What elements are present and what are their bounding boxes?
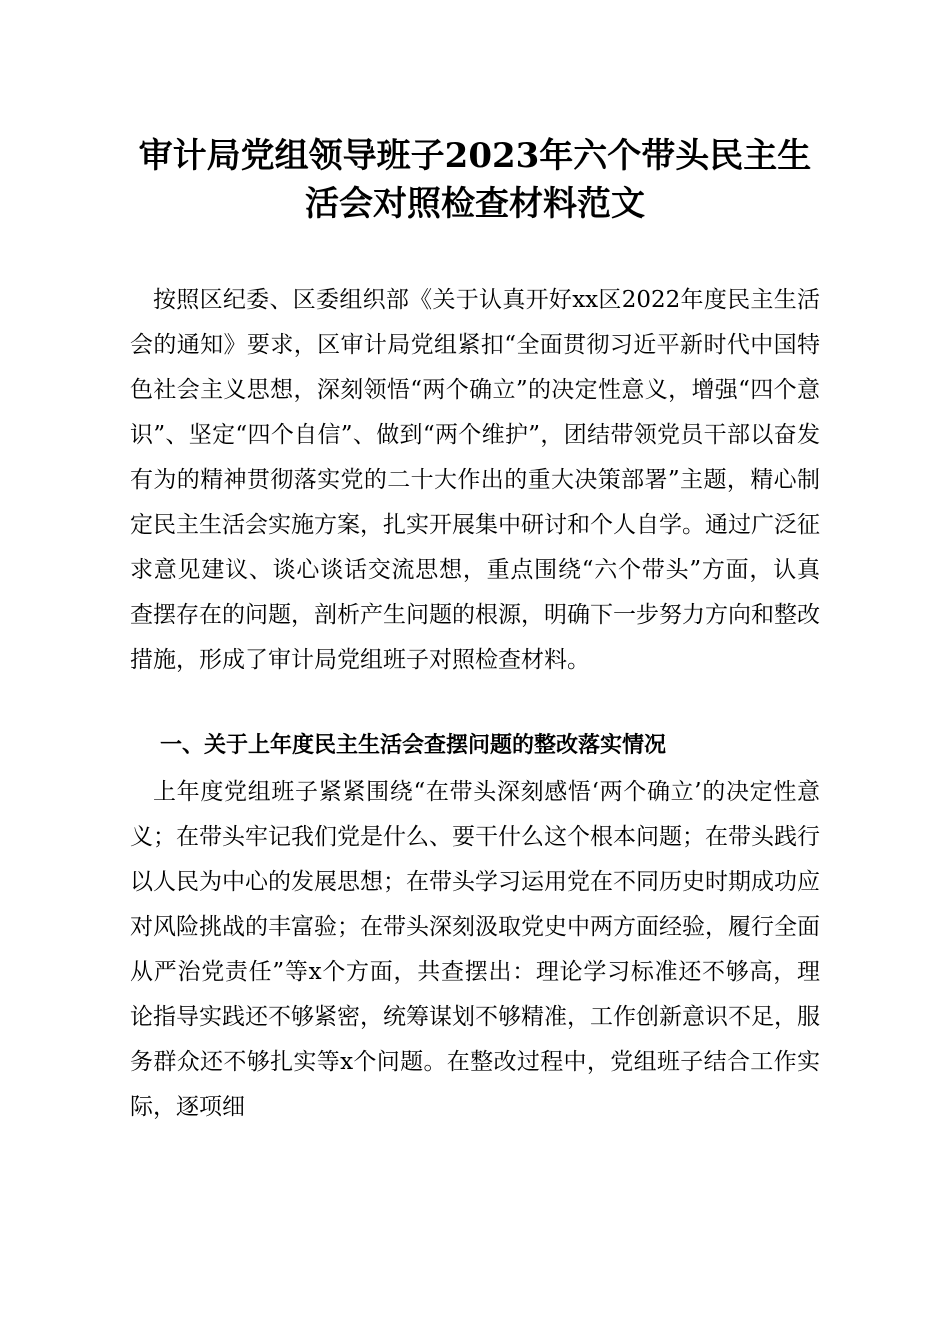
document-title	[110, 132, 840, 228]
title-line-2: 活会对照检查材料范文	[305, 184, 645, 224]
section-heading-1: 一、关于上年度民主生活会查摆问题的整改落实情况	[160, 733, 667, 758]
section-1-paragraph: 上年度党组班子紧紧围绕“在带头深刻感悟‘两个确立’的决定性意义；在带头牢记我们党是什么、要干什么这个根本问题；在带头践行以人民为中心的发展思想；在带头学习运用党在不同历史时期成功应对风险挑战的丰富验；在带头深刻汲取党史中两方面经验，履行全面从严治党责任”等x个方面，共查摆出：理论学习标准还不够高，理论指导实践还不够紧密，统筹谋划不够精准，工作创新意识不足，服务群众还不够扎实等x个问题。在整改过程中，党组班子结合工作实际，逐项细	[130, 779, 820, 1120]
intro-paragraph: 按照区纪委、区委组织部《关于认真开好xx区2022年度民主生活会的通知》要求，区审计局党组紧扣“全面贯彻习近平新时代中国特色社会主义思想，深刻领悟“两个确立”的决定性意义，增强“四个意识”、坚定“四个自信”、做到“两个维护”，团结带领党员干部以奋发有为的精神贯彻落实党的二十大作出的重大决策部署”主题，精心制定民主生活会实施方案，扎实开展集中研讨和个人自学。通过广泛征求意见建议、谈心谈话交流思想，重点围绕“六个带头”方面，认真查摆存在的问题，剖析产生问题的根源，明确下一步努力方向和整改措施，形成了审计局党组班子对照检查材料。	[130, 287, 820, 673]
title-line-1: 审计局党组领导班子2023年六个带头民主生	[138, 136, 812, 176]
